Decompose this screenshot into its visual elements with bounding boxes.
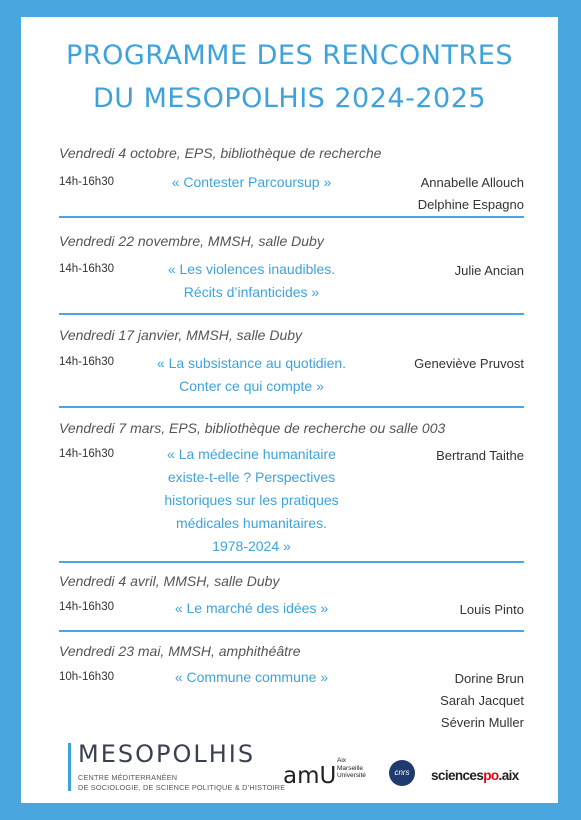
- separator: [59, 561, 524, 563]
- event-date: Vendredi 4 octobre, EPS, bibliothèque de recherche: [59, 145, 382, 161]
- event-speakers: [374, 445, 524, 467]
- speaker-name: Julie Ancian: [454, 263, 524, 278]
- talk-line: « Les violences inaudibles.: [167, 261, 336, 277]
- amu-subtitle-line: Université: [337, 772, 366, 779]
- event-time: 10h-16h30: [59, 671, 114, 683]
- sciencespo-part: .aix: [498, 768, 519, 783]
- talk-line: « Le marché des idées »: [174, 600, 329, 616]
- event-speakers: [374, 172, 524, 216]
- event-time: 14h-16h30: [59, 448, 114, 460]
- talk-line: existe-t-elle ? Perspectives: [167, 469, 336, 485]
- event-talk-title: [129, 171, 374, 194]
- separator: [59, 630, 524, 632]
- event-talk-title: [129, 258, 374, 304]
- talk-line: médicales humanitaires.: [176, 515, 327, 531]
- event-talk-title: [129, 443, 374, 558]
- speaker-name: Geneviève Pruvost: [414, 356, 524, 371]
- speaker-name: Séverin Muller: [440, 715, 524, 730]
- sciencespo-part: po: [483, 768, 499, 783]
- event-speakers: [374, 599, 524, 621]
- speaker-name: Sarah Jacquet: [440, 693, 524, 708]
- event-date: Vendredi 22 novembre, MMSH, salle Duby: [59, 233, 324, 249]
- amu-subtitle: [337, 757, 366, 780]
- talk-line: historiques sur les pratiques: [164, 492, 339, 508]
- page-title-line2: DU MESOPOLHIS 2024-2025: [92, 83, 487, 114]
- event-time: 14h-16h30: [59, 176, 114, 188]
- cnrs-logo: cnrs: [389, 760, 415, 786]
- sciencespo-part: sciences: [431, 768, 484, 783]
- talk-line: « La médecine humanitaire: [167, 446, 336, 462]
- event-time: 14h-16h30: [59, 263, 114, 275]
- event-talk-title: [129, 352, 374, 398]
- separator: [59, 406, 524, 408]
- event-talk-title: [129, 666, 374, 689]
- programme-sheet: [21, 17, 558, 803]
- talk-line: Conter ce qui compte »: [179, 378, 324, 394]
- speaker-name: Annabelle Allouch: [420, 175, 524, 190]
- separator: [59, 313, 524, 315]
- separator: [59, 216, 524, 218]
- talk-line: Récits d’infanticides »: [183, 284, 320, 300]
- talk-line: 1978-2024 »: [212, 538, 291, 554]
- event-date: Vendredi 23 mai, MMSH, amphithéâtre: [59, 643, 301, 659]
- event-time: 14h-16h30: [59, 356, 114, 368]
- sciencespo-aix-logo: [431, 768, 519, 783]
- logo-bar: [68, 743, 71, 791]
- partner-logos: [21, 740, 558, 800]
- mesopolhis-subtitle: [78, 773, 285, 793]
- amu-logo: amU: [283, 763, 337, 789]
- page-title-line1: PROGRAMME DES RENCONTRES: [66, 40, 513, 71]
- mesopolhis-subtitle-line: CENTRE MÉDITERRANÉEN: [78, 773, 178, 782]
- event-talk-title: [129, 597, 374, 620]
- event-date: Vendredi 4 avril, MMSH, salle Duby: [59, 573, 280, 589]
- talk-line: « Contester Parcoursup »: [171, 174, 332, 190]
- speaker-name: Louis Pinto: [459, 602, 524, 617]
- talk-line: « Commune commune »: [174, 669, 329, 685]
- speaker-name: Dorine Brun: [454, 671, 524, 686]
- speaker-name: Delphine Espagno: [417, 197, 524, 212]
- mesopolhis-subtitle-line: DE SOCIOLOGIE, DE SCIENCE POLITIQUE & D’HISTOIRE: [78, 783, 286, 792]
- mesopolhis-name: MESOPOLHIS: [78, 740, 256, 768]
- event-time: 14h-16h30: [59, 601, 114, 613]
- event-speakers: [374, 353, 524, 375]
- talk-line: « La subsistance au quotidien.: [156, 355, 347, 371]
- event-date: Vendredi 17 janvier, MMSH, salle Duby: [59, 327, 303, 343]
- event-speakers: [374, 260, 524, 282]
- amu-subtitle-line: Marseille: [337, 764, 364, 772]
- event-date: Vendredi 7 mars, EPS, bibliothèque de recherche ou salle 003: [59, 420, 446, 436]
- speaker-name: Bertrand Taithe: [436, 448, 524, 463]
- amu-subtitle-line: Aix: [337, 757, 347, 764]
- event-speakers: [374, 668, 524, 734]
